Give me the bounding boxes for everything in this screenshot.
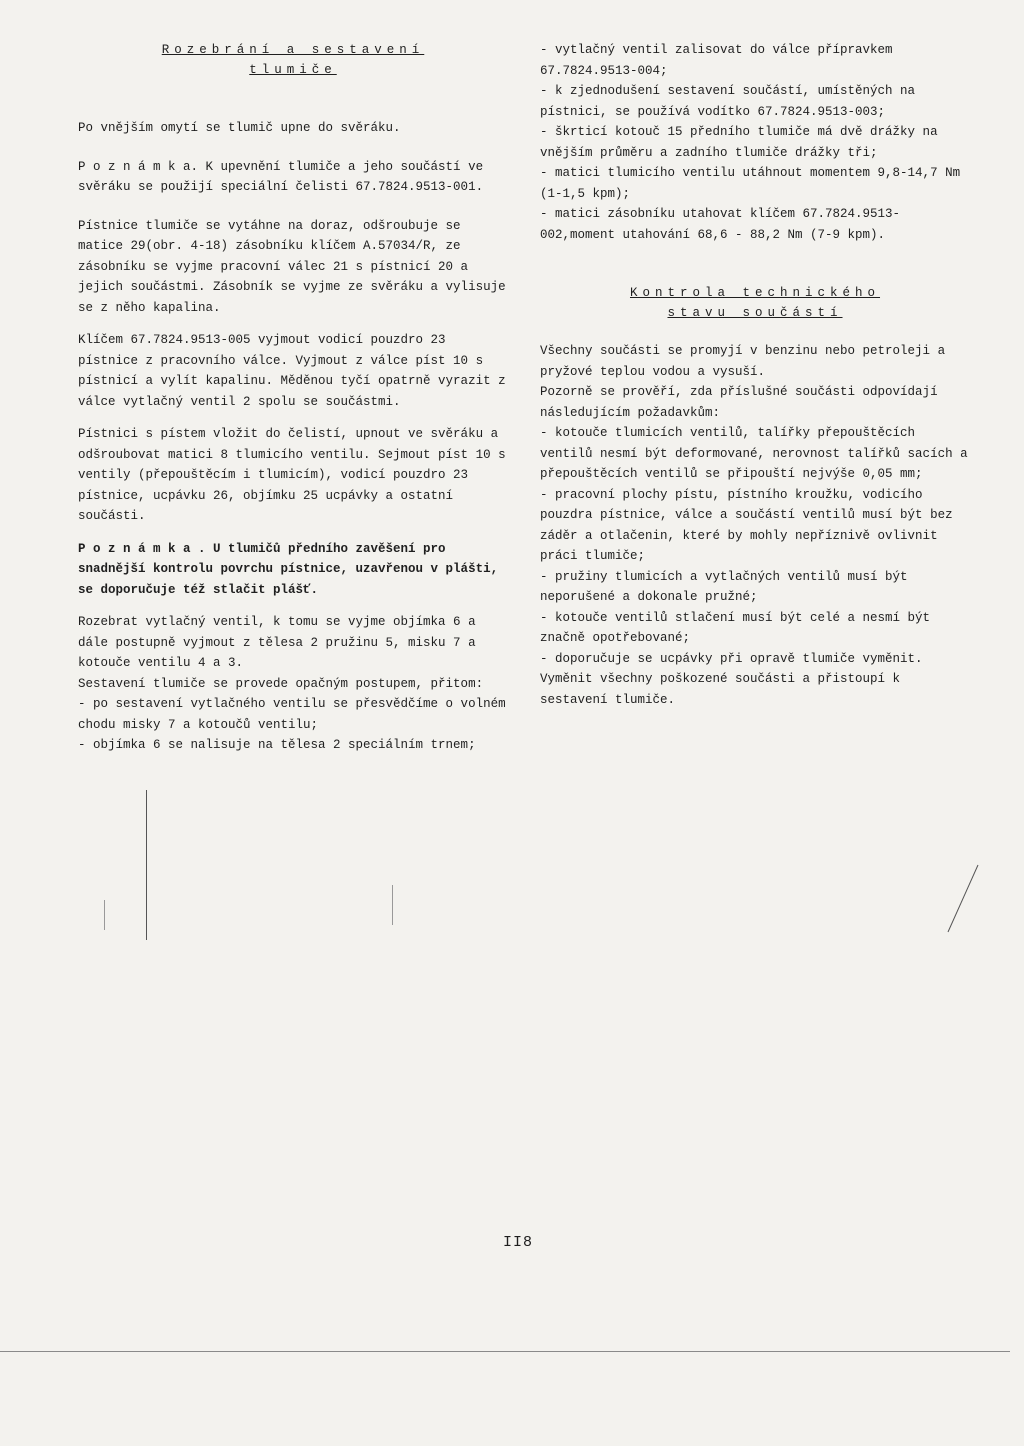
- section-heading-inspection-line2: stavu součástí: [667, 306, 843, 320]
- scan-artifact-line: [146, 790, 147, 940]
- list-item: - škrticí kotouč 15 předního tlumiče má dvě drážky na vnějším průměru a zadního tlumiče drážky tři;: [540, 125, 946, 160]
- paragraph: Pístnice tlumiče se vytáhne na doraz, odšroubuje se matice 29(obr. 4-18) zásobníku klíčem A.57034/R, ze zásobníku se vyjme pracovní válec 21 s pístnicí 20 a jejich součástmi. Zásobník se vyjme ze svěráku a vylisuje se z něho kapalina.: [78, 218, 514, 315]
- paragraph: Vyměnit všechny poškozené součásti a přistoupí k sestavení tlumiče.: [540, 672, 908, 707]
- paragraph: Po vnějším omytí se tlumič upne do svěráku.: [78, 121, 401, 135]
- paragraph: Pístnici s pístem vložit do čelistí, upnout ve svěráku a odšroubovat matici 8 tlumicího ventilu. Sejmout píst 10 s ventily (přepouštěcím i tlumicím), vodicí pouzdro 23 pístnice, ucpávku 26, objímku 25 ucpávky a ostatní součásti.: [78, 427, 514, 523]
- list-item: - pracovní plochy pístu, pístního kroužku, vodicího pouzdra pístnice, válce a součástí ventilů musí být bez záděr a otlačenin, které by mohly nepříznivě ovlivnit práci tlumiče;: [540, 487, 961, 563]
- paragraph: Pozorně se prověří, zda příslušné součásti odpovídají následujícím požadavkům:: [540, 385, 946, 420]
- left-column: [78, 40, 514, 756]
- list-item: - doporučuje se ucpávky při opravě tlumiče vyměnit.: [540, 651, 923, 666]
- list-item: - kotouče tlumicích ventilů, talířky přepouštěcích ventilů nesmí být deformované, nerovnost talířků sacích a přepouštěcích ventilů se připouští nejvýše 0,05 mm;: [540, 426, 976, 481]
- paragraph: Klíčem 67.7824.9513-005 vyjmout vodicí pouzdro 23 pístnice z pracovního válce. Vyjmout z válce píst 10 s pístnicí a vylít kapalinu. Měděnou tyčí opatrně vyrazit z válce vytlačný ventil 2 spolu se součástmi.: [78, 333, 514, 409]
- list-item: - objímka 6 se nalisuje na tělesa 2 speciálním trnem;: [78, 738, 476, 752]
- scan-artifact-line: [104, 900, 105, 930]
- list-item: - vytlačný ventil zalisovat do válce přípravkem 67.7824.9513-004;: [540, 43, 901, 78]
- paragraph: Všechny součásti se promyjí v benzinu nebo petroleji a pryžové teplou vodou a vysuší.: [540, 344, 953, 379]
- scan-artifact-line: [392, 885, 393, 925]
- list-item: - k zjednodušení sestavení součástí, umístěných na pístnici, se používá vodítko 67.7824.9513-003;: [540, 84, 923, 119]
- paragraph: Sestavení tlumiče se provede opačným postupem, přitom:: [78, 676, 484, 691]
- list-item: - pružiny tlumicích a vytlačných ventilů musí být neporušené a dokonale pružné;: [540, 569, 916, 604]
- page-number: II8: [502, 1234, 533, 1251]
- list-item: - kotouče ventilů stlačení musí být celé a nesmí být značně opotřebované;: [540, 610, 938, 645]
- section-heading-inspection-line1: Kontrola technického: [629, 286, 881, 300]
- section-heading-disassembly-line1: Rozebrání a sestavení: [161, 43, 425, 57]
- scan-artifact-stroke: [930, 860, 990, 940]
- list-item: - matici tlumicího ventilu utáhnout momentem 9,8-14,7 Nm (1-1,5 kpm);: [540, 166, 968, 201]
- section-heading-disassembly-line2: tlumiče: [249, 63, 337, 77]
- scan-bottom-edge: [0, 1351, 1010, 1352]
- list-item: - matici zásobníku utahovat klíčem 67.7824.9513-002,moment utahování 68,6 - 88,2 Nm (7-9 kpm).: [540, 207, 901, 242]
- note-paragraph: P o z n á m k a . U tlumičů předního zavěšení pro snadnější kontrolu povrchu pístnice, uzavřenou v plášti, se doporučuje též stlačit plášť.: [78, 541, 506, 597]
- right-column: [540, 40, 976, 710]
- paragraph: Rozebrat vytlačný ventil, k tomu se vyjme objímka 6 a dále postupně vyjmout z tělesa 2 pružinu 5, misku 7 a kotouče ventilu 4 a 3.: [78, 615, 484, 670]
- list-item: - po sestavení vytlačného ventilu se přesvědčíme o volném chodu misky 7 a kotoučů ventilu;: [78, 697, 514, 732]
- note-paragraph: P o z n á m k a. K upevnění tlumiče a jeho součástí ve svěráku se použijí speciální čelisti 67.7824.9513-001.: [78, 159, 491, 194]
